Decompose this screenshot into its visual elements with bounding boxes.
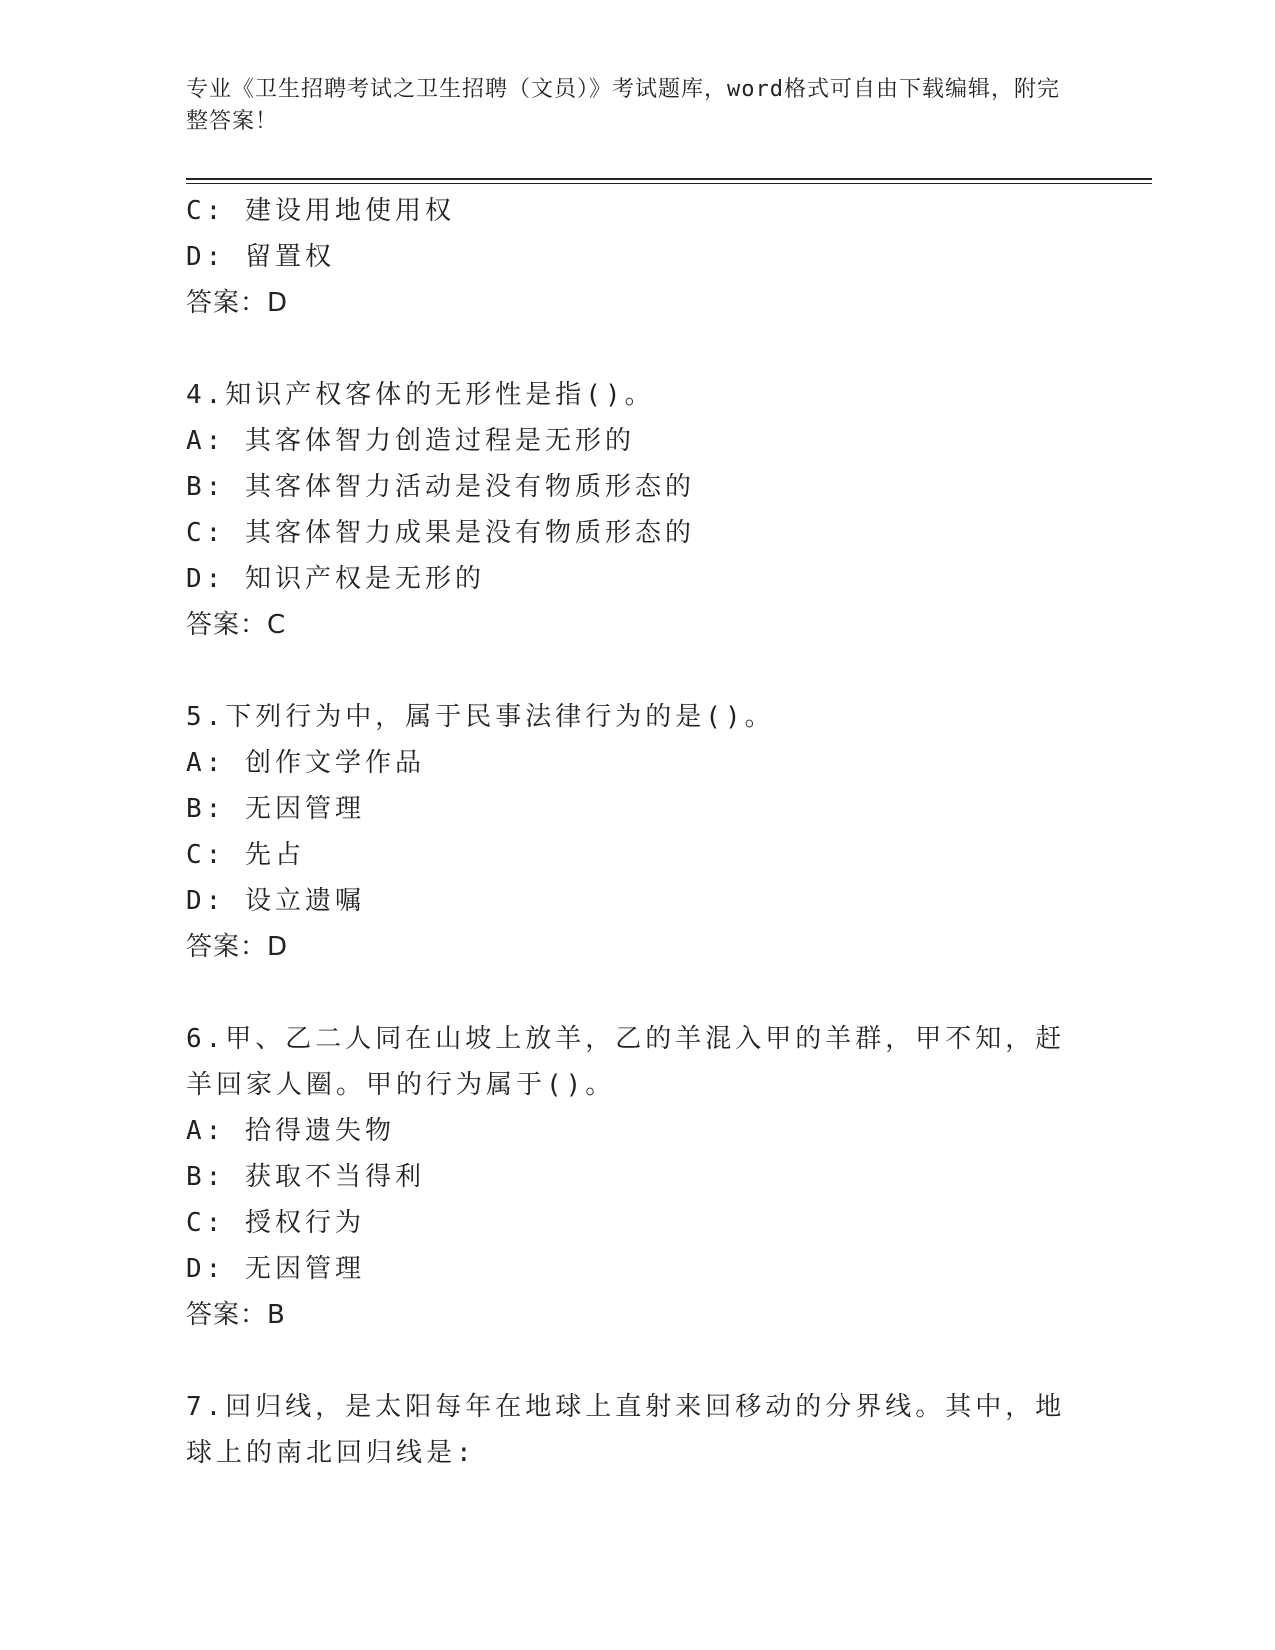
option-a: A: 创作文学作品 [186, 748, 425, 778]
option-b: B: 无因管理 [186, 794, 365, 824]
answer-line: 答案：D [186, 288, 289, 318]
question-list [186, 188, 1066, 1476]
header-divider-thick [186, 178, 1152, 180]
answer-line: 答案：D [186, 932, 289, 962]
question-text: 5.下列行为中，属于民事法律行为的是()。 [186, 702, 775, 732]
option-d: D: 设立遗嘱 [186, 886, 365, 916]
option-d: D: 知识产权是无形的 [186, 564, 485, 594]
spacer [186, 970, 1066, 1016]
question-7 [186, 1384, 1066, 1476]
question-text: 6.甲、乙二人同在山坡上放羊，乙的羊混入甲的羊群，甲不知，赶羊回家人圈。甲的行为属于()。 [186, 1024, 1066, 1100]
option-c: C: 授权行为 [186, 1208, 365, 1238]
option-c: C: 其客体智力成果是没有物质形态的 [186, 518, 695, 548]
option-a: A: 其客体智力创造过程是无形的 [186, 426, 635, 456]
spacer [186, 648, 1066, 694]
document-title: 专业《卫生招聘考试之卫生招聘（文员）》考试题库，word格式可自由下载编辑，附完整答案！ [186, 77, 1060, 134]
question-5 [186, 694, 1066, 970]
option-b: B: 获取不当得利 [186, 1162, 425, 1192]
question-4 [186, 372, 1066, 648]
spacer [186, 326, 1066, 372]
option-a: A: 拾得遗失物 [186, 1116, 395, 1146]
option-d: D: 留置权 [186, 242, 335, 272]
option-d: D: 无因管理 [186, 1254, 365, 1284]
question-continued [186, 188, 1066, 326]
header-divider-thin [186, 183, 1152, 184]
answer-line: 答案：B [186, 1300, 286, 1330]
option-b: B: 其客体智力活动是没有物质形态的 [186, 472, 695, 502]
question-text: 4.知识产权客体的无形性是指()。 [186, 380, 655, 410]
question-text: 7.回归线，是太阳每年在地球上直射来回移动的分界线。其中，地球上的南北回归线是: [186, 1392, 1066, 1468]
document-header [186, 74, 1066, 138]
answer-line: 答案：C [186, 610, 287, 640]
question-6 [186, 1016, 1066, 1338]
option-c: C: 先占 [186, 840, 305, 870]
option-c: C: 建设用地使用权 [186, 196, 455, 226]
spacer [186, 1338, 1066, 1384]
